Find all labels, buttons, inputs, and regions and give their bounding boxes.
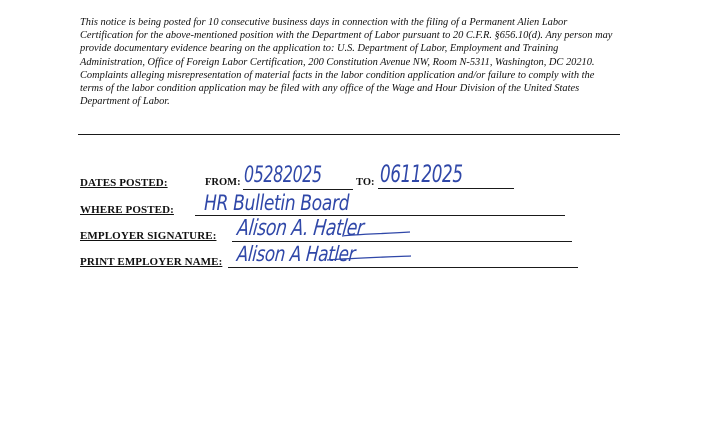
- from-label: FROM:: [205, 177, 241, 188]
- print-employer-name-label: PRINT EMPLOYER NAME:: [80, 256, 223, 268]
- employer-signature-label: EMPLOYER SIGNATURE:: [80, 230, 217, 242]
- signature-flourish: [340, 226, 412, 240]
- where-posted-handwritten[interactable]: HR Bulletin Board: [204, 191, 350, 215]
- cropped-top-text: [150, 0, 610, 3]
- dates-posted-label: DATES POSTED:: [80, 177, 168, 189]
- where-posted-label: WHERE POSTED:: [80, 204, 174, 216]
- to-underline: [378, 188, 514, 189]
- name-flourish: [325, 252, 415, 266]
- to-date-handwritten[interactable]: 06112025: [380, 160, 463, 188]
- section-divider: [78, 134, 620, 135]
- from-date-handwritten[interactable]: 05282025: [244, 163, 322, 188]
- print-employer-name-handwritten[interactable]: Alison A Hatler: [236, 242, 357, 266]
- from-underline: [243, 189, 353, 190]
- print-employer-name-underline: [228, 267, 578, 268]
- to-label: TO:: [356, 177, 375, 188]
- posting-notice-paragraph: This notice is being posted for 10 consecutive business days in connection with the filing of a Permanent Alien Labor Certification for the above-mentioned position with the Department of Labor pursuant to 20 C.F.R. §656.10(d). Any person may provide documentary evidence bearing on the application to: U.S. Department of Labor, Employment and Training Administration, Office of Foreign Labor Certification, 200 Constitution Avenue NW, Room N-5311, Washington, DC 20210. Complaints alleging misrepresentation of material facts in the labor condition application and/or failure to comply with the terms of the labor condition application may be filed with any office of the Wage and Hour Division of the United States Department of Labor.: [80, 17, 613, 108]
- employer-signature-handwritten[interactable]: Alison A. Hatler: [236, 216, 366, 241]
